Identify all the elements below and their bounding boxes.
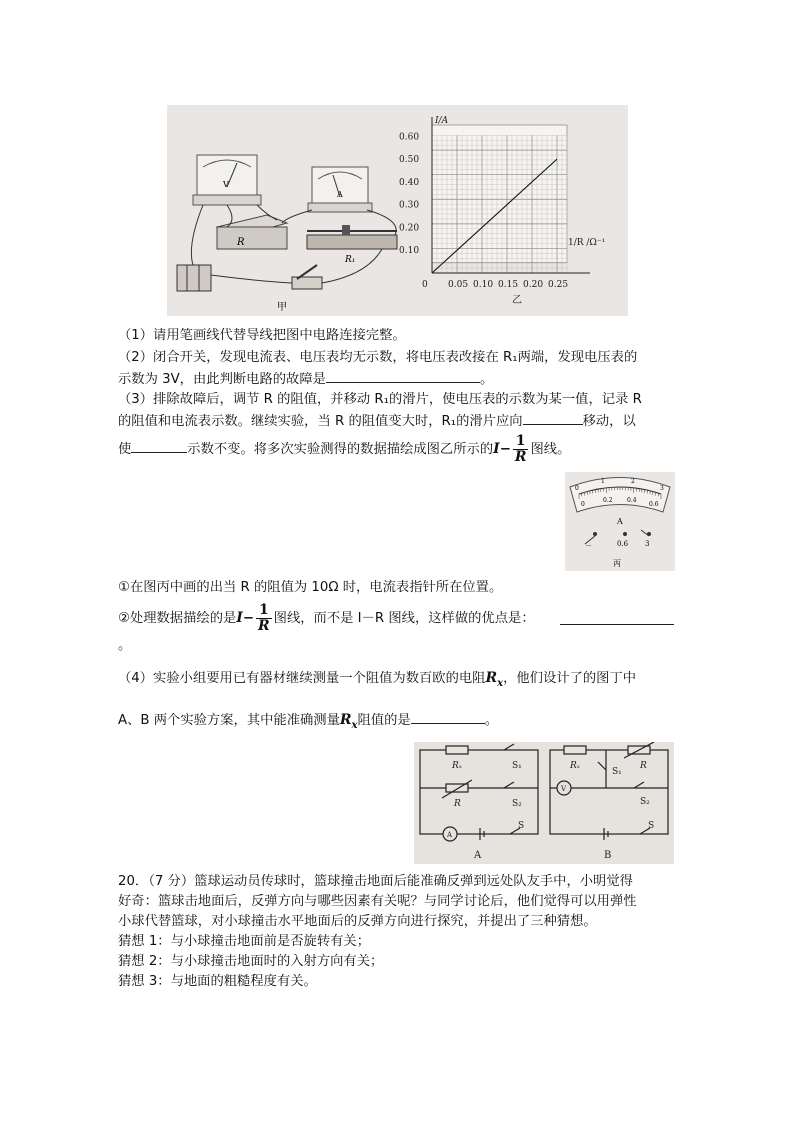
question-2-line1: （2）闭合开关，发现电流表、电压表均无示数，将电压表改接在 R₁两端，发现电压表的	[118, 350, 638, 365]
answer-blank-direction[interactable]	[523, 410, 583, 425]
circuit-B-voltmeter: V	[561, 785, 567, 793]
meter-top-1: 1	[601, 478, 605, 485]
circuit-A-S2: S₂	[512, 799, 522, 809]
formula-fraction-1-over-R: $\frac{1}{R}$	[514, 432, 527, 465]
battery-pack	[177, 265, 211, 291]
q20-line2: 好奇：篮球击地面后，反弹方向与哪些因素有关呢？与同学讨论后，他们觉得可以用弹性	[118, 894, 637, 909]
figure-ammeter-bing	[565, 472, 675, 571]
q20-line3: 小球代替篮球，对小球撞击水平地面后的反弹方向进行探究，并提出了三种猜想。	[118, 914, 597, 929]
question-4-end: 。	[484, 713, 498, 728]
q20-guess-3: 猜想 3：与地面的粗糙程度有关。	[118, 974, 317, 989]
graph-y-tick-label: 0.50	[399, 155, 420, 166]
question-1: （1）请用笔画线代替导线把图中电路连接完整。	[118, 328, 406, 343]
circuit-B-R: R	[640, 761, 647, 771]
figure-caption-yi: 乙	[512, 295, 522, 306]
question-3-text-b: 移动，以	[582, 414, 636, 429]
rheostat-R1	[307, 225, 397, 265]
question-3-line1: （3）排除故障后，调节 R 的阻值，并移动 R₁的滑片，使电压表的示数为某一值，记录 R	[118, 392, 642, 407]
sub-question-2: ②处理数据描绘的是I− $\frac{1}{R}$ 图线，而不是 I－R 图线，这样做的优点是：	[118, 601, 535, 634]
figure-caption-jia: 甲	[277, 302, 287, 313]
question-2-line2	[118, 368, 493, 390]
question-4-line1	[118, 668, 636, 694]
answer-blank-advantage[interactable]	[560, 610, 674, 625]
question-3-text-e: 图线。	[530, 442, 571, 457]
meter-top-0: 0	[575, 485, 579, 492]
circuit-B-S: S	[648, 821, 655, 831]
graph-y-axis-label: I/A	[435, 116, 449, 126]
meter-bottom-0: 0	[581, 501, 585, 508]
circuit-B-S1: S₁	[612, 767, 622, 777]
graph-y-tick-label: 0.40	[399, 177, 420, 188]
knife-switch	[292, 265, 322, 289]
sub-question-1: ①在图丙中画的出当 R 的阻值为 10Ω 时，电流表指针所在位置。	[118, 580, 503, 595]
meter-bottom-02: 0.2	[603, 497, 613, 504]
formula-I: I	[493, 441, 500, 457]
figure-caption-bing: 丙	[613, 559, 621, 568]
terminal-06-label: 0.6	[617, 540, 629, 548]
circuit-A-ammeter: A	[447, 831, 453, 839]
question-2-text: 示数为 3V，由此判断电路的故障是	[118, 372, 326, 387]
rheostat-R1-label: R₁	[345, 255, 356, 265]
meter-top-3: 3	[660, 485, 664, 492]
graph-I-vs-invR	[399, 116, 605, 306]
circuit-B-caption: B	[604, 850, 612, 861]
circuit-A-S1: S₁	[512, 761, 522, 771]
figure-circuits-A-B	[414, 742, 674, 864]
voltmeter-device	[193, 155, 261, 205]
circuit-A-caption: A	[474, 850, 482, 861]
terminal-06	[623, 532, 627, 536]
question-3-text-a: 的阻值和电流表示数。继续实验，当 R 的阻值变大时，R₁的滑片应向	[118, 414, 523, 429]
graph-x-tick-label: 0.15	[498, 280, 519, 290]
meter-top-2: 2	[631, 478, 635, 485]
circuit-A-S: S	[518, 821, 525, 831]
graph-x-tick-label: 0.25	[548, 280, 569, 290]
symbol-Rx: $R_x$	[485, 670, 504, 689]
formula-fraction-1-over-R-2: $\frac{1}{R}$	[258, 601, 270, 634]
figure-svg	[167, 105, 628, 316]
circuit-A-Rx: Rₓ	[452, 761, 462, 771]
question-3-line3: 使 示数不变。将多次实验测得的数据描绘成图乙所示的I− $\frac{1}{R}$ 图线。	[118, 432, 571, 465]
voltmeter-label: V	[223, 180, 229, 189]
ammeter-label: A	[337, 190, 343, 199]
sub-question-2-text-b: 图线，而不是 I－R 图线，这样做的优点是：	[273, 611, 535, 626]
graph-y-tick-label: 0.30	[399, 200, 420, 211]
graph-x-tick-label: 0	[422, 280, 428, 290]
graph-x-axis-label: 1/R /Ω⁻¹	[568, 238, 606, 248]
terminal-minus-label: －	[585, 542, 592, 550]
graph-x-tick-label: 0.10	[473, 280, 494, 290]
formula-I-2: I	[236, 610, 243, 626]
meter-bottom-04: 0.4	[627, 497, 637, 504]
resistance-R-label: R	[237, 237, 245, 248]
question-4-text-d: 阻值的是	[357, 713, 411, 728]
question-3-line2	[118, 410, 636, 432]
q20-line1: 20．（7 分）篮球运动员传球时，篮球撞击地面后能准确反弹到远处队友手中，小明觉得	[118, 874, 633, 889]
question-3-text-c: 使	[118, 442, 132, 457]
circuit-B-Rx: Rₓ	[570, 761, 580, 771]
answer-blank-fault[interactable]	[326, 368, 480, 383]
terminal-minus	[593, 532, 597, 536]
graph-y-tick-label: 0.10	[399, 246, 420, 257]
q20-guess-2: 猜想 2：与小球撞击地面时的入射方向有关；	[118, 954, 384, 969]
question-4-line2	[118, 709, 498, 736]
question-3-text-d: 示数不变。将多次实验测得的数据描绘成图乙所示的	[187, 442, 494, 457]
answer-blank-scheme[interactable]	[411, 709, 485, 724]
q20-guess-1: 猜想 1：与小球撞击地面前是否旋转有关；	[118, 934, 371, 949]
graph-x-tick-label: 0.05	[448, 280, 469, 290]
circuit-B-S2: S₂	[640, 797, 650, 807]
question-2-end: 。	[479, 372, 494, 387]
graph-grid-area	[432, 125, 567, 263]
sub-question-2-end: 。	[118, 638, 132, 653]
sub-question-2-text-a: ②处理数据描绘的是	[118, 611, 237, 626]
graph-x-tick-label: 0.20	[523, 280, 544, 290]
answer-blank-meter[interactable]	[131, 438, 187, 453]
figure-circuit-and-graph	[167, 105, 628, 316]
symbol-Rx-2: $R_x$	[339, 712, 358, 731]
graph-y-tick-label: 0.60	[399, 132, 420, 143]
question-4-text-b: ，他们设计了的图丁中	[503, 671, 637, 686]
terminal-3-label: 3	[645, 540, 650, 548]
question-4-text-a: （4）实验小组要用已有器材继续测量一个阻值为数百欧的电阻	[118, 671, 486, 686]
circuit-A-R: R	[454, 799, 461, 809]
question-4-text-c: A、B 两个实验方案，其中能准确测量	[118, 713, 340, 728]
meter-unit-A: A	[617, 517, 623, 526]
ammeter-device	[308, 167, 372, 212]
graph-y-tick-label: 0.20	[399, 223, 420, 234]
meter-bottom-06: 0.6	[649, 501, 659, 508]
